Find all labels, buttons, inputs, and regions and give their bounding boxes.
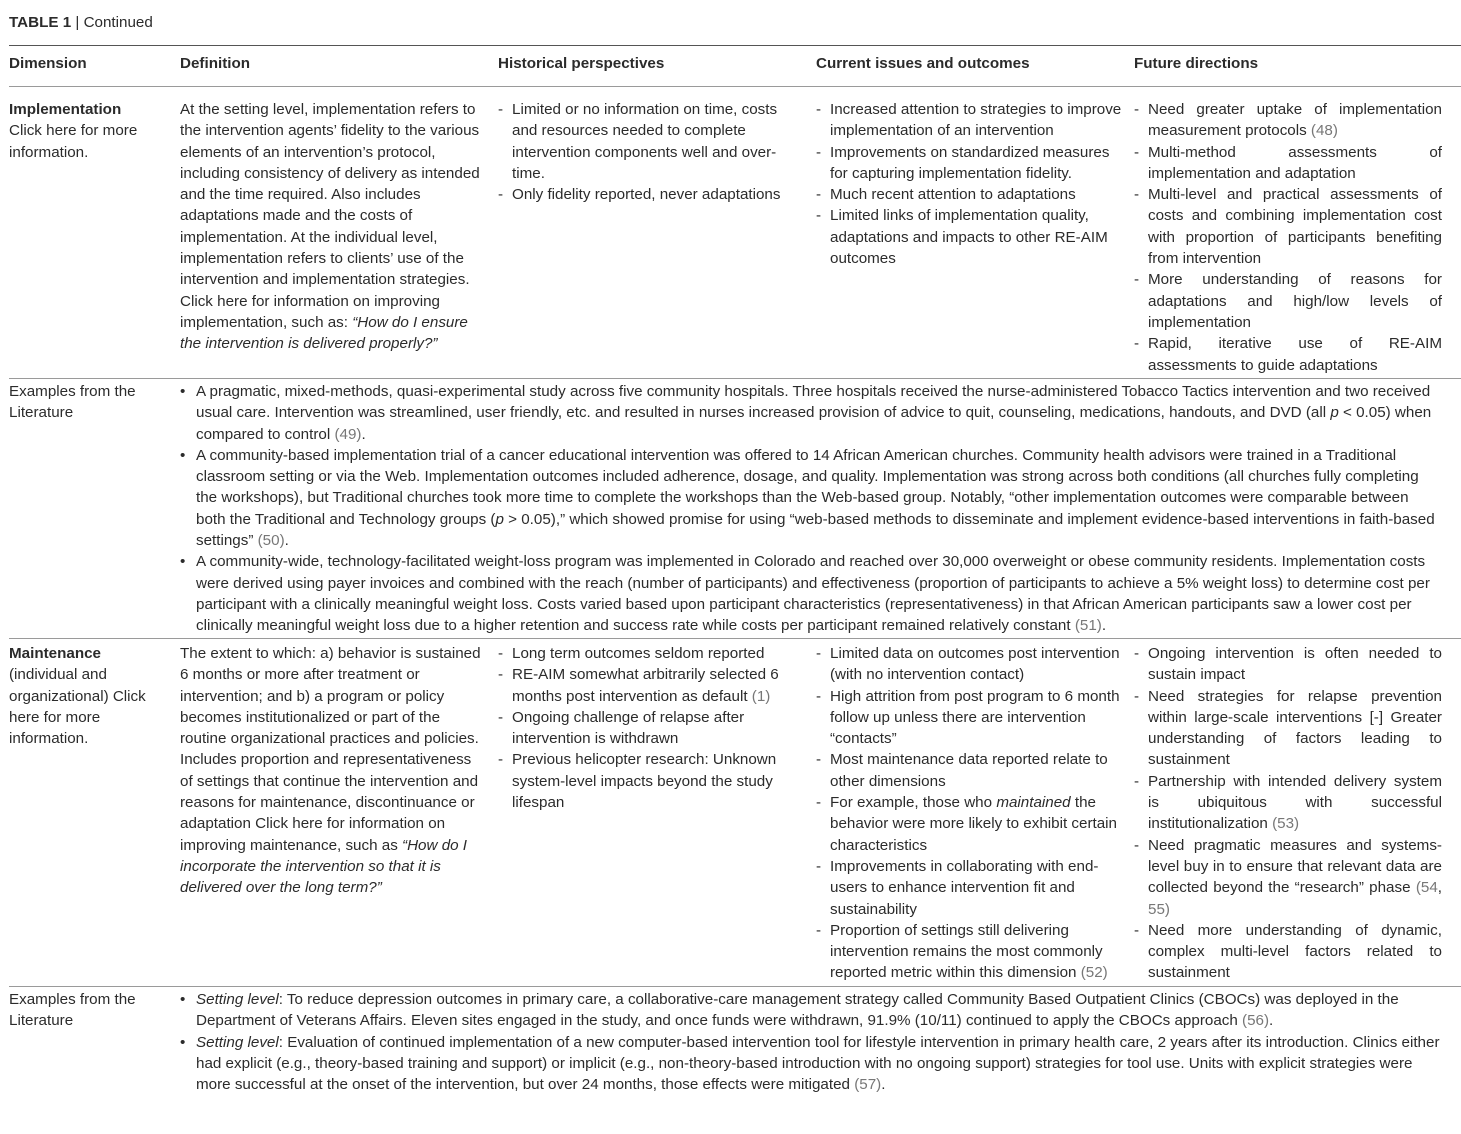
examples2-label: Examples from the Literature (9, 991, 136, 1030)
citation-link[interactable]: (53) (1272, 815, 1300, 833)
header-historical: Historical perspectives (498, 55, 665, 72)
list-item: - Rapid, iterative use of RE-AIM assessments to guide adaptations (1134, 333, 1442, 376)
example-text: . (284, 532, 289, 550)
implementation-current (816, 99, 1128, 269)
table-caption (9, 12, 153, 33)
maintenance-dimension (9, 643, 169, 749)
examples1-list (180, 381, 1442, 637)
list-item: - Need strategies for relapse prevention within large-scale interventions [-] Greater understanding of factors leading to sustainment (1134, 686, 1442, 771)
implementation-definition (180, 99, 485, 355)
list-item: - Long term outcomes seldom reported (498, 643, 803, 664)
list-item: - Limited or no information on time, costs and resources needed to complete intervention components well and over-time. (498, 99, 803, 184)
maintenance-definition (180, 643, 485, 899)
example-text: . (1101, 617, 1107, 635)
list-item (816, 792, 1128, 856)
list-item: - High attrition from post program to 6 month follow up unless there are intervention “contacts” (816, 686, 1128, 750)
example-text: A community-wide, technology-facilitated weight-loss program was implemented in Colorado and reached over 30,000 overweight or obese community residents. Implementation costs were derived using payer invoices and combined with the reach (number of participants) and effectiveness (proportion of participants to achieve a 5% weight loss) to determine cost per participant with a clinically meaningful weight loss. Costs varied based upon participant characteristics (representativeness) in that African American participants saw a lower cost per clinically meaningful weight loss due to a higher retention and success rate while costs per participant remained relatively constant (196, 553, 1430, 635)
example-italic: Setting level (196, 1033, 279, 1051)
future-text: , (1437, 879, 1442, 897)
top-rule (9, 45, 1461, 46)
example-item (180, 989, 1442, 1032)
example-text: . (361, 425, 366, 443)
example-text: : To reduce depression outcomes in primary care, a collaborative-care management strategy called Community Based Outpatient Clinics (CBOCs) was deployed in the Department of Veterans Affairs. Eleven sites engaged in the study, and once funds were withdrawn, 91.9% (10/11) continued to apply the CBOCs approach (196, 991, 1399, 1030)
example-item (180, 551, 1442, 636)
list-item: - Increased attention to strategies to improve implementation of an intervention (816, 99, 1128, 142)
citation-link[interactable]: (1) (751, 687, 771, 705)
implementation-more-link[interactable]: Click here for more information. (9, 122, 138, 161)
list-item (1134, 835, 1442, 920)
citation-link[interactable]: (50) (257, 532, 285, 550)
list-item (816, 920, 1128, 984)
caption-text: Continued (83, 14, 153, 31)
example-text: > 0.05),” which showed promise for using “web-based methods to disseminate and implement evidence-based interventions in faith-based settings” (196, 510, 1435, 550)
example-item (180, 1032, 1442, 1096)
current-text: Proportion of settings still delivering intervention remains the most commonly reported metric within this dimension (830, 921, 1103, 982)
current-text: the behavior were more likely to exhibit certain characteristics (830, 794, 1118, 854)
citation-link[interactable]: (52) (1080, 964, 1108, 982)
maintenance-definition-text: The extent to which: a) behavior is sustained 6 months or more after treatment or intervention; and b) a program or policy becomes institutionalized or part of the routine organizational practices and policies. Includes proportion and representativeness of settings that continue the intervention and reasons for maintenance, discontinuance or adaptation Click here for information on improving maintenance, such as (180, 645, 481, 854)
header-rule (9, 86, 1461, 87)
list-item: - Improvements on standardized measures for capturing implementation fidelity. (816, 142, 1128, 185)
list-item: - Ongoing intervention is often needed to sustain impact (1134, 643, 1442, 686)
maintenance-more-link[interactable]: (individual and organizational) Click here for more information. (9, 666, 146, 748)
maintenance-historical (498, 643, 803, 813)
p-symbol: p (495, 510, 504, 528)
examples2-list (180, 989, 1442, 1095)
citation-link[interactable]: (49) (334, 425, 362, 443)
list-item: - Multi-level and practical assessments of costs and combining implementation cost with proportion of participants benefiting from intervention (1134, 184, 1442, 269)
citation-link[interactable]: (56) (1242, 1012, 1270, 1030)
implementation-historical (498, 99, 803, 205)
list-item: - Much recent attention to adaptations (816, 184, 1128, 205)
example-text: A pragmatic, mixed-methods, quasi-experimental study across five community hospitals. Three hospitals received the nurse-administered Tobacco Tactics intervention and two received usual care. Intervention was streamlined, user friendly, etc. and resulted in nurses increased provision of advice to quit, counseling, medications, handouts, and DVD (all (196, 383, 1431, 422)
citation-link[interactable]: (54 (1415, 879, 1438, 897)
example-text: < 0.05) when compared to control (196, 404, 1432, 443)
citation-link[interactable]: (57) (854, 1076, 882, 1094)
list-item: - Ongoing challenge of relapse after intervention is withdrawn (498, 707, 803, 750)
caption-separator: | (71, 14, 84, 31)
maintenance-title: Maintenance (9, 645, 101, 662)
header-definition: Definition (180, 55, 251, 72)
example-italic: Setting level (196, 991, 279, 1008)
row-rule (9, 378, 1461, 379)
example-text: . (881, 1076, 886, 1094)
implementation-definition-text: At the setting level, implementation refers to the intervention agents’ fidelity to the various elements of an intervention’s protocol, including consistency of delivery as intended and the time required. Also includes adaptations made and the costs of implementation. At the individual level, implementation refers to clients’ use of the intervention and implementation strategies. Click here for information on improving implementation, such as: (180, 101, 480, 331)
implementation-future (1134, 99, 1442, 376)
list-item: - Only fidelity reported, never adaptations (498, 184, 803, 205)
example-text: . (1269, 1012, 1274, 1030)
header-dimension: Dimension (9, 55, 87, 72)
current-text: For example, those who (830, 794, 997, 812)
example-item (180, 445, 1442, 551)
table-label: TABLE 1 (9, 14, 72, 31)
future-text: Need pragmatic measures and systems-level buy in to ensure that relevant data are collected beyond the “research” phase (1148, 836, 1442, 897)
future-text: Need greater uptake of implementation measurement protocols (1148, 101, 1442, 140)
list-item: - Most maintenance data reported relate to other dimensions (816, 749, 1128, 792)
citation-link[interactable]: 55) (1148, 900, 1170, 918)
list-item: - Limited data on outcomes post intervention (with no intervention contact) (816, 643, 1128, 686)
examples1-label: Examples from the Literature (9, 383, 136, 422)
p-symbol: p (1330, 404, 1339, 422)
implementation-definition-question: “How do I ensure the intervention is delivered properly?” (180, 313, 468, 353)
list-item: - Need more understanding of dynamic, complex multi-level factors related to sustainment (1134, 920, 1442, 984)
list-item: - More understanding of reasons for adaptations and high/low levels of implementation (1134, 269, 1442, 333)
citation-link[interactable]: (51) (1074, 617, 1102, 635)
maintenance-future (1134, 643, 1442, 984)
header-future: Future directions (1134, 55, 1259, 72)
list-item (498, 664, 803, 707)
list-item (1134, 771, 1442, 835)
maintenance-current (816, 643, 1128, 984)
header-current: Current issues and outcomes (816, 55, 1030, 72)
row-rule (9, 986, 1461, 987)
list-item: - Multi-method assessments of implementation and adaptation (1134, 142, 1442, 185)
implementation-title: Implementation (9, 101, 122, 118)
list-item: - Previous helicopter research: Unknown system-level impacts beyond the study lifespan (498, 749, 803, 813)
example-text: A community-based implementation trial of a cancer educational intervention was offered to 14 African American churches. Community health advisors were trained in a Traditional classroom setting or via the Web. Implementation outcomes included adherence, dosage, and quality. Implementation was strong across both conditions (all churches fully completing the workshops), but Traditional churches took more time to complete the workshops than the Web-based group. Notably, “other implementation outcomes were comparable between both the Traditional and Technology groups ( (196, 446, 1419, 528)
example-item (180, 381, 1442, 445)
list-item (1134, 99, 1442, 142)
citation-link[interactable]: (48) (1310, 122, 1338, 140)
example-text: : Evaluation of continued implementation of a new computer-based intervention tool for lifestyle intervention in primary health care, 2 years after its introduction. Clinics either had explicit (e.g., theory-based training and support) or implicit (e.g., non-theory-based introduction with no ongoing support) strategies for tool use. Units with explicit strategies were more successful at the onset of the intervention, but over 24 months, those effects were mitigated (196, 1033, 1440, 1094)
current-italic: maintained (996, 794, 1071, 812)
maintenance-definition-question: “How do I incorporate the intervention so that it is delivered over the long term?” (180, 836, 468, 897)
list-item: - Improvements in collaborating with end-users to enhance intervention fit and sustainability (816, 856, 1128, 920)
historical-text: RE-AIM somewhat arbitrarily selected 6 months post intervention as default (512, 666, 779, 705)
future-text: Partnership with intended delivery system is ubiquitous with successful institutionalization (1148, 772, 1442, 833)
row-rule (9, 638, 1461, 639)
implementation-dimension (9, 99, 169, 163)
list-item: - Limited links of implementation quality, adaptations and impacts to other RE-AIM outcomes (816, 205, 1128, 269)
